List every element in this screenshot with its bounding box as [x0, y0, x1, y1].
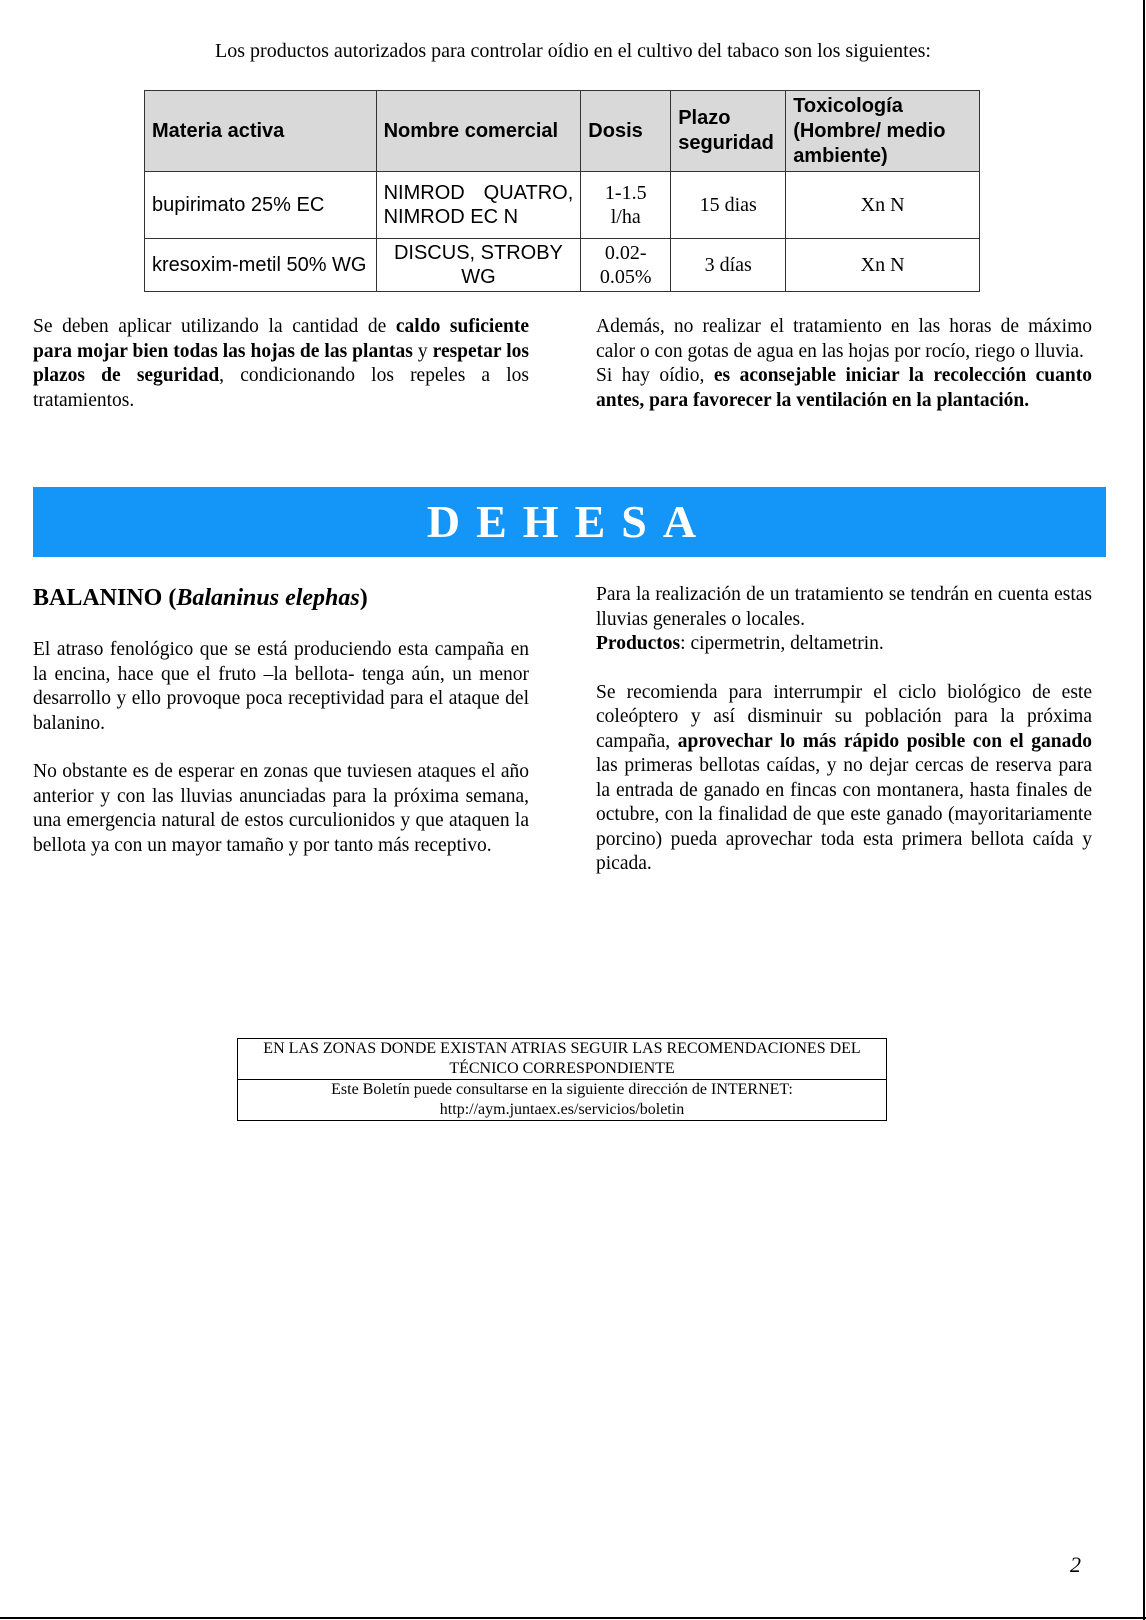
- text-run: BALANINO (: [33, 585, 177, 611]
- notice-line-2: Este Boletín puede consultarse en la siguiente dirección de INTERNET: http://aym.juntaex.es/servicios/boletin: [238, 1080, 887, 1121]
- cell-nombre: DISCUS, STROBY WG: [376, 239, 581, 292]
- page-border-right: [1143, 0, 1145, 1620]
- header-plazo: Plazo seguridad: [671, 91, 786, 172]
- section-heading: [33, 584, 529, 612]
- text-run: ): [359, 585, 368, 611]
- balanino-right-column: [596, 583, 1092, 877]
- tabaco-right-paragraphs: [596, 315, 1092, 413]
- intro-text: Los productos autorizados para controlar oídio en el cultivo del tabaco son los siguientes:: [215, 40, 931, 62]
- cell-materia: kresoxim-metil 50% WG: [145, 239, 377, 292]
- cell-nombre: NIMROD QUATRO, NIMROD EC N: [376, 172, 581, 239]
- page-border-bottom: [0, 1617, 1146, 1619]
- paragraph: El atraso fenológico que se está produciendo esta campaña en la encina, hace que el fruto –la bellota- tenga aún, un menor desarrollo y ello provoque poca receptividad para el ataque del balanino.: [33, 639, 529, 734]
- balanino-left-column: [33, 584, 529, 858]
- notice-box: [237, 1038, 887, 1121]
- bold-run: es aconsejable iniciar la recolección cuanto antes, para favorecer la ventilación en la plantación.: [596, 365, 1092, 411]
- text-run: Se deben aplicar utilizando la cantidad de: [33, 316, 396, 337]
- cell-plazo: 15 dias: [671, 172, 786, 239]
- header-toxicologia: Toxicología (Hombre/ medio ambiente): [786, 91, 980, 172]
- cell-materia: bupirimato 25% EC: [145, 172, 377, 239]
- cell-tox: Xn N: [786, 239, 980, 292]
- tabaco-left-paragraph: [33, 315, 529, 413]
- cell-dosis: 0.02-0.05%: [581, 239, 671, 292]
- paragraph: Para la realización de un tratamiento se tendrán en cuenta estas lluvias generales o locales.: [596, 584, 1092, 630]
- paragraph: [596, 681, 1092, 877]
- page-number: 2: [1070, 1552, 1081, 1577]
- header-materia: Materia activa: [145, 91, 377, 172]
- cell-dosis: 1-1.5 l/ha: [581, 172, 671, 239]
- text-run: : cipermetrin, deltametrin.: [680, 633, 884, 654]
- cell-plazo: 3 días: [671, 239, 786, 292]
- products-table: [144, 90, 980, 292]
- header-dosis: Dosis: [581, 91, 671, 172]
- italic-run: Balaninus elephas: [176, 585, 360, 611]
- text-run: , condicionando los repeles a los tratamientos.: [33, 365, 530, 411]
- paragraph: Además, no realizar el tratamiento en las horas de máximo calor o con gotas de agua en las hojas por rocío, riego o lluvia.: [596, 316, 1092, 362]
- text-run: y: [412, 340, 433, 362]
- cell-tox: Xn N: [786, 172, 980, 239]
- paragraph: [596, 364, 1092, 413]
- text-run: Si hay oídio,: [596, 365, 714, 386]
- table-row: [145, 172, 980, 239]
- text-run: las primeras bellotas caídas, y no dejar cercas de reserva para la entrada de ganado en fincas con montanera, hasta finales de octubre, con la finalidad de que este ganado (mayoritariamente porcino) pueda aprovechar toda esta primera bellota caída y picada.: [596, 755, 1092, 874]
- notice-line-1: EN LAS ZONAS DONDE EXISTAN ATRIAS SEGUIR LAS RECOMENDACIONES DEL TÉCNICO CORRESPONDIENTE: [238, 1039, 887, 1080]
- bold-run: respetar los plazos de seguridad: [33, 340, 529, 386]
- table-row: [145, 239, 980, 292]
- bold-run: Productos: [596, 633, 681, 654]
- table-header-row: [145, 91, 980, 172]
- bold-run: aprovechar lo más rápido posible con el ganado: [677, 730, 1092, 752]
- header-nombre: Nombre comercial: [376, 91, 581, 172]
- text-run: Se recomienda para interrumpir el ciclo biológico de este coleóptero y así disminuir su población para la próxima campaña,: [596, 681, 1092, 752]
- bold-run: caldo suficiente para mojar bien todas las hojas de las plantas: [33, 316, 530, 362]
- section-banner-dehesa: DEHESA: [33, 487, 1106, 557]
- paragraph: No obstante es de esperar en zonas que tuviesen ataques el año anterior y con las lluvias anunciadas para la próxima semana, una emergencia natural de estos curculionidos y que ataquen la bellota ya con un mayor tamaño y por tanto más receptivo.: [33, 761, 529, 856]
- paragraph: [596, 632, 1092, 657]
